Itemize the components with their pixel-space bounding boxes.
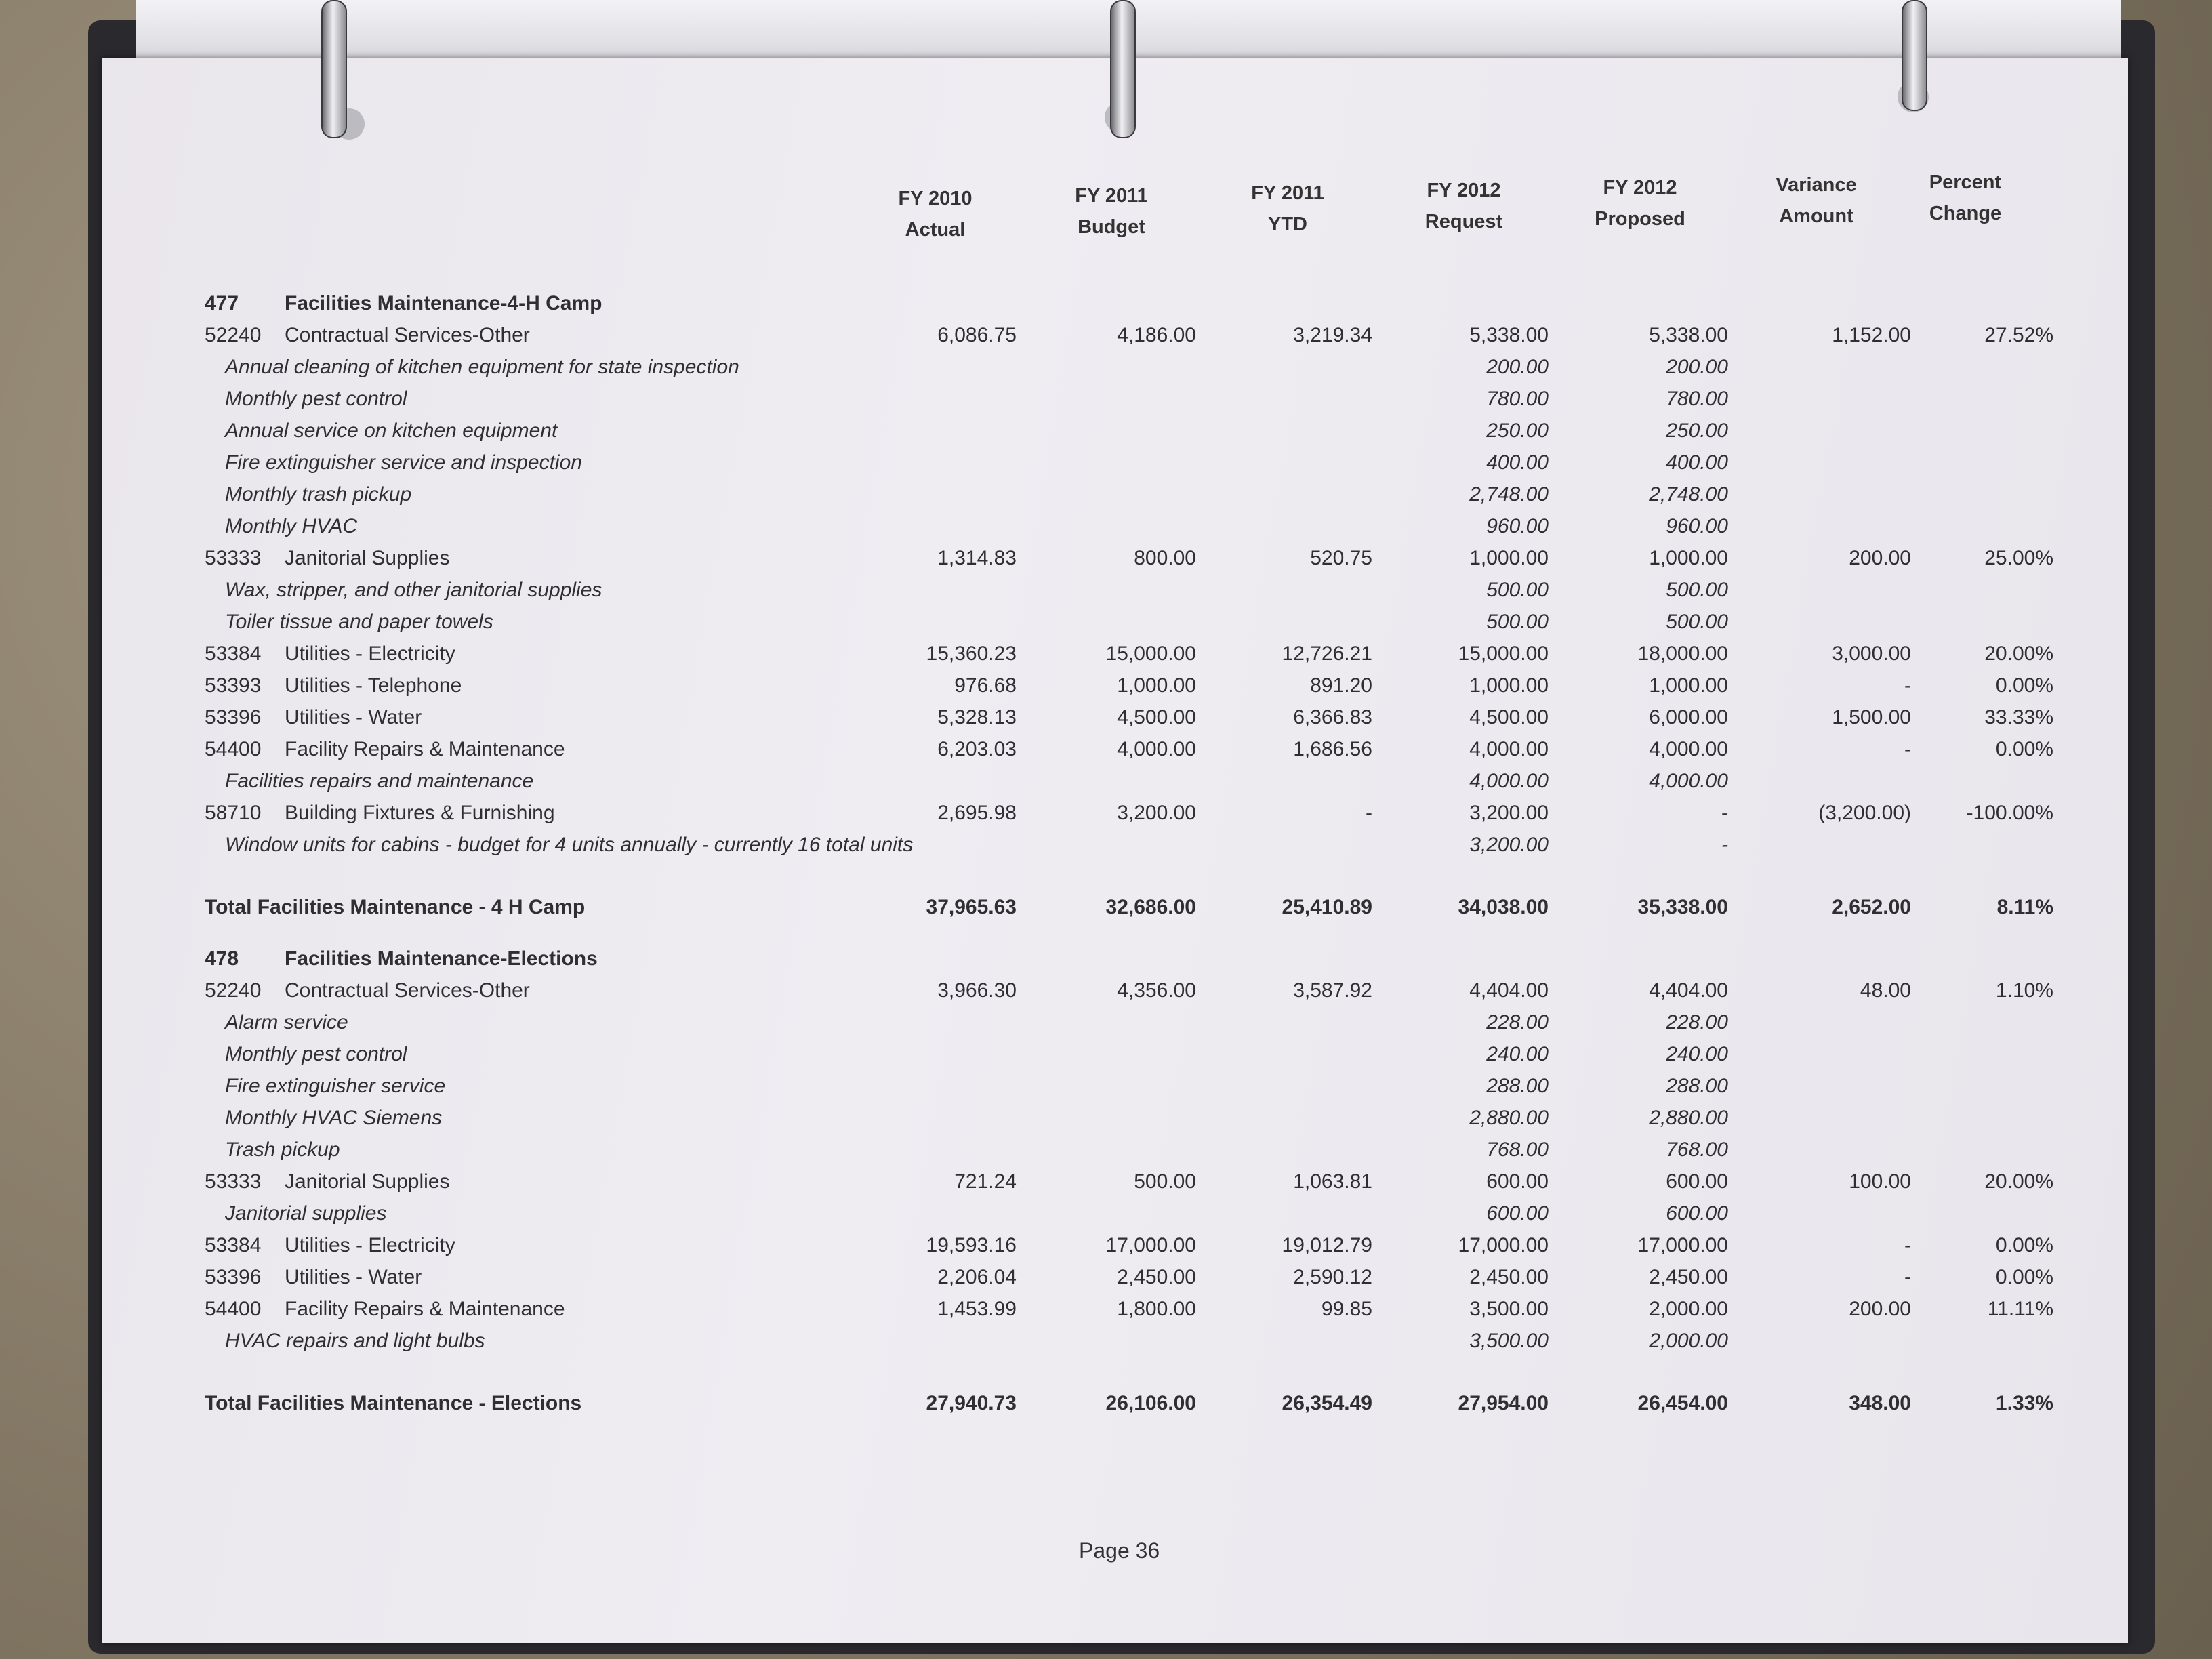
account-code: 53384 bbox=[205, 1234, 262, 1256]
cell-value: 3,587.92 bbox=[1293, 979, 1372, 1002]
detail-row bbox=[102, 447, 2128, 478]
total-row bbox=[102, 1388, 2128, 1419]
row-label bbox=[225, 607, 493, 638]
cell-value: 2,748.00 bbox=[1649, 483, 1728, 506]
row-label-text: Monthly trash pickup bbox=[225, 483, 412, 506]
cell-value: 288.00 bbox=[1666, 1075, 1728, 1097]
detail-row bbox=[102, 352, 2128, 383]
cell-value: 4,404.00 bbox=[1649, 979, 1728, 1002]
cell-value: 3,200.00 bbox=[1469, 802, 1549, 824]
cell-value: 4,000.00 bbox=[1469, 770, 1549, 792]
cell-value: 1.10% bbox=[1995, 979, 2053, 1002]
cell-value: 4,186.00 bbox=[1117, 324, 1196, 346]
cell-value: 15,000.00 bbox=[1105, 642, 1196, 665]
cell-value: 228.00 bbox=[1666, 1011, 1728, 1033]
detail-row bbox=[102, 1134, 2128, 1166]
account-row bbox=[102, 670, 2128, 701]
row-label bbox=[205, 670, 462, 701]
cell-value: 1.33% bbox=[1995, 1392, 2053, 1414]
row-label bbox=[205, 1166, 449, 1197]
department-row bbox=[102, 943, 2128, 975]
cell-value: - bbox=[1721, 802, 1728, 824]
cell-value: 8.11% bbox=[1996, 896, 2053, 918]
cell-value: 600.00 bbox=[1486, 1202, 1549, 1225]
cell-value: 1,800.00 bbox=[1117, 1298, 1196, 1320]
cell-value: 2,000.00 bbox=[1649, 1330, 1728, 1352]
row-label-text: Wax, stripper, and other janitorial supplies bbox=[225, 579, 602, 601]
account-code: 52240 bbox=[205, 979, 262, 1002]
cell-value: 0.00% bbox=[1995, 674, 2053, 697]
cell-value: 3,500.00 bbox=[1469, 1330, 1549, 1352]
total-row bbox=[102, 892, 2128, 923]
row-label bbox=[225, 1103, 442, 1134]
cell-value: 3,000.00 bbox=[1832, 642, 1911, 665]
row-label-text: Building Fixtures & Furnishing bbox=[285, 802, 555, 824]
cell-value: 4,000.00 bbox=[1649, 770, 1728, 792]
detail-row bbox=[102, 1039, 2128, 1070]
cell-value: 288.00 bbox=[1486, 1075, 1549, 1097]
row-label bbox=[225, 830, 913, 861]
cell-value: 17,000.00 bbox=[1105, 1234, 1196, 1256]
row-label-text: Fire extinguisher service bbox=[225, 1075, 446, 1097]
row-label bbox=[205, 543, 449, 574]
row-label bbox=[225, 575, 602, 606]
cell-value: 1,453.99 bbox=[937, 1298, 1017, 1320]
cell-value: 1,152.00 bbox=[1832, 324, 1911, 346]
cell-value: 1,000.00 bbox=[1469, 674, 1549, 697]
cell-value: 26,106.00 bbox=[1105, 1392, 1196, 1414]
cell-value: 200.00 bbox=[1666, 356, 1728, 378]
row-label-text: Contractual Services-Other bbox=[285, 979, 530, 1002]
cell-value: (3,200.00) bbox=[1818, 802, 1911, 824]
department-row bbox=[102, 288, 2128, 319]
row-label-text: Utilities - Water bbox=[285, 706, 422, 729]
cell-value: 721.24 bbox=[954, 1170, 1017, 1193]
column-header bbox=[1559, 172, 1721, 234]
cell-value: -100.00% bbox=[1966, 802, 2053, 824]
column-header-line1: Variance bbox=[1776, 174, 1857, 196]
detail-row bbox=[102, 1007, 2128, 1038]
cell-value: 600.00 bbox=[1666, 1170, 1728, 1193]
cell-value: 4,500.00 bbox=[1469, 706, 1549, 729]
row-label-text: Contractual Services-Other bbox=[285, 324, 530, 346]
account-code: 53393 bbox=[205, 674, 262, 697]
cell-value: 17,000.00 bbox=[1458, 1234, 1549, 1256]
row-label-text: Utilities - Water bbox=[285, 1266, 422, 1288]
cell-value: 600.00 bbox=[1486, 1170, 1549, 1193]
row-label bbox=[225, 447, 582, 478]
cell-value: 780.00 bbox=[1666, 388, 1728, 410]
cell-value: 19,593.16 bbox=[926, 1234, 1017, 1256]
cell-value: - bbox=[1721, 834, 1728, 856]
row-label-text: Monthly HVAC bbox=[225, 515, 358, 537]
cell-value: 4,000.00 bbox=[1117, 738, 1196, 760]
account-code: 477 bbox=[205, 292, 239, 314]
cell-value: 348.00 bbox=[1849, 1392, 1911, 1414]
detail-row bbox=[102, 1103, 2128, 1134]
cell-value: 2,590.12 bbox=[1293, 1266, 1372, 1288]
cell-value: 240.00 bbox=[1666, 1043, 1728, 1065]
cell-value: 1,000.00 bbox=[1117, 674, 1196, 697]
row-label-text: Annual service on kitchen equipment bbox=[225, 419, 558, 442]
cell-value: 2,695.98 bbox=[937, 802, 1017, 824]
row-label bbox=[205, 702, 422, 733]
row-label bbox=[225, 384, 407, 415]
row-label bbox=[205, 1294, 565, 1325]
column-header-line2: YTD bbox=[1268, 213, 1307, 235]
cell-value: 5,328.13 bbox=[937, 706, 1017, 729]
row-label bbox=[205, 638, 455, 670]
cell-value: 800.00 bbox=[1134, 547, 1196, 569]
cell-value: 5,338.00 bbox=[1649, 324, 1728, 346]
cell-value: 6,000.00 bbox=[1649, 706, 1728, 729]
detail-row bbox=[102, 1071, 2128, 1102]
row-label bbox=[205, 1388, 581, 1419]
cell-value: 25.00% bbox=[1984, 547, 2053, 569]
row-label bbox=[205, 892, 585, 923]
account-row bbox=[102, 1294, 2128, 1325]
cell-value: 17,000.00 bbox=[1637, 1234, 1728, 1256]
cell-value: 0.00% bbox=[1995, 1234, 2053, 1256]
cell-value: 18,000.00 bbox=[1637, 642, 1728, 665]
row-label bbox=[205, 734, 565, 765]
cell-value: 27,940.73 bbox=[926, 1392, 1017, 1414]
row-label bbox=[225, 1039, 407, 1070]
account-row bbox=[102, 543, 2128, 574]
budget-table bbox=[102, 58, 2128, 1643]
cell-value: 4,356.00 bbox=[1117, 979, 1196, 1002]
row-label-text: Facility Repairs & Maintenance bbox=[285, 1298, 565, 1320]
cell-value: 19,012.79 bbox=[1282, 1234, 1372, 1256]
detail-row bbox=[102, 1198, 2128, 1229]
cell-value: 1,000.00 bbox=[1649, 547, 1728, 569]
cell-value: 960.00 bbox=[1666, 515, 1728, 537]
cell-value: 891.20 bbox=[1310, 674, 1372, 697]
cell-value: 400.00 bbox=[1666, 451, 1728, 474]
column-header-line1: FY 2012 bbox=[1427, 180, 1501, 201]
detail-row bbox=[102, 415, 2128, 447]
row-label bbox=[225, 352, 739, 383]
column-header-line2: Budget bbox=[1078, 216, 1145, 238]
account-code: 53396 bbox=[205, 1266, 262, 1288]
column-header-line1: FY 2012 bbox=[1603, 177, 1677, 199]
row-label bbox=[225, 1326, 485, 1357]
cell-value: 520.75 bbox=[1310, 547, 1372, 569]
page-number: Page 36 bbox=[1079, 1538, 1160, 1563]
cell-value: 2,748.00 bbox=[1469, 483, 1549, 506]
row-label-text: Annual cleaning of kitchen equipment for state inspection bbox=[225, 356, 739, 378]
cell-value: 4,500.00 bbox=[1117, 706, 1196, 729]
account-code: 54400 bbox=[205, 738, 262, 760]
cell-value: 15,360.23 bbox=[926, 642, 1017, 665]
cell-value: 25,410.89 bbox=[1282, 896, 1372, 918]
row-label-text: Facilities repairs and maintenance bbox=[225, 770, 534, 792]
cell-value: 0.00% bbox=[1995, 1266, 2053, 1288]
detail-row bbox=[102, 766, 2128, 797]
row-label-text: Janitorial Supplies bbox=[285, 547, 450, 569]
row-label-text: Janitorial supplies bbox=[225, 1202, 387, 1225]
row-label-text: Window units for cabins - budget for 4 units annually - currently 16 total units bbox=[225, 834, 914, 856]
cell-value: 780.00 bbox=[1486, 388, 1549, 410]
row-label-text: Facilities Maintenance-4-H Camp bbox=[285, 292, 602, 314]
cell-value: 500.00 bbox=[1486, 611, 1549, 633]
account-row bbox=[102, 1230, 2128, 1261]
column-header-line2: Change bbox=[1929, 203, 2002, 224]
cell-value: 34,038.00 bbox=[1458, 896, 1549, 918]
cell-value: 12,726.21 bbox=[1282, 642, 1372, 665]
account-row bbox=[102, 1262, 2128, 1293]
row-label-text: Total Facilities Maintenance - 4 H Camp bbox=[205, 896, 586, 918]
row-label bbox=[225, 1071, 445, 1102]
cell-value: 768.00 bbox=[1666, 1139, 1728, 1161]
cell-value: 4,000.00 bbox=[1649, 738, 1728, 760]
row-label-text: Utilities - Electricity bbox=[285, 1234, 455, 1256]
cell-value: 32,686.00 bbox=[1105, 896, 1196, 918]
account-row bbox=[102, 734, 2128, 765]
column-header bbox=[1030, 180, 1193, 243]
cell-value: 5,338.00 bbox=[1469, 324, 1549, 346]
row-label bbox=[205, 943, 598, 975]
column-header-line2: Actual bbox=[905, 219, 966, 241]
row-label bbox=[225, 1134, 340, 1166]
cell-value: 2,450.00 bbox=[1117, 1266, 1196, 1288]
column-header-line2: Amount bbox=[1779, 205, 1853, 227]
cell-value: 2,880.00 bbox=[1469, 1107, 1549, 1129]
cell-value: 2,450.00 bbox=[1469, 1266, 1549, 1288]
detail-row bbox=[102, 1326, 2128, 1357]
row-label-text: Utilities - Electricity bbox=[285, 642, 455, 665]
account-code: 53333 bbox=[205, 1170, 262, 1193]
row-label-text: Monthly HVAC Siemens bbox=[225, 1107, 443, 1129]
account-code: 53384 bbox=[205, 642, 262, 665]
column-header bbox=[854, 183, 1017, 245]
account-row bbox=[102, 1166, 2128, 1197]
cell-value: 20.00% bbox=[1984, 1170, 2053, 1193]
cell-value: 250.00 bbox=[1486, 419, 1549, 442]
account-code: 54400 bbox=[205, 1298, 262, 1320]
row-label-text: Monthly pest control bbox=[225, 388, 407, 410]
cell-value: 1,686.56 bbox=[1293, 738, 1372, 760]
row-label-text: HVAC repairs and light bulbs bbox=[225, 1330, 485, 1352]
cell-value: 200.00 bbox=[1849, 547, 1911, 569]
row-label bbox=[225, 1198, 386, 1229]
cell-value: 3,219.34 bbox=[1293, 324, 1372, 346]
column-header-line1: FY 2011 bbox=[1251, 182, 1324, 204]
cell-value: - bbox=[1904, 738, 1911, 760]
column-header bbox=[1206, 178, 1369, 240]
row-label bbox=[225, 415, 557, 447]
account-code: 58710 bbox=[205, 802, 262, 824]
cell-value: 6,366.83 bbox=[1293, 706, 1372, 729]
detail-row bbox=[102, 830, 2128, 861]
cell-value: 500.00 bbox=[1486, 579, 1549, 601]
cell-value: 1,000.00 bbox=[1649, 674, 1728, 697]
account-code: 53396 bbox=[205, 706, 262, 729]
cell-value: 3,200.00 bbox=[1469, 834, 1549, 856]
row-label bbox=[225, 479, 411, 510]
cell-value: 1,314.83 bbox=[937, 547, 1017, 569]
cell-value: 500.00 bbox=[1134, 1170, 1196, 1193]
cell-value: 3,966.30 bbox=[937, 979, 1017, 1002]
cell-value: 15,000.00 bbox=[1458, 642, 1549, 665]
row-label bbox=[205, 1262, 422, 1293]
cell-value: 400.00 bbox=[1486, 451, 1549, 474]
row-label-text: Janitorial Supplies bbox=[285, 1170, 450, 1193]
cell-value: 26,354.49 bbox=[1282, 1392, 1372, 1414]
cell-value: 20.00% bbox=[1984, 642, 2053, 665]
detail-row bbox=[102, 607, 2128, 638]
row-label-text: Toiler tissue and paper towels bbox=[225, 611, 493, 633]
cell-value: 500.00 bbox=[1666, 579, 1728, 601]
row-label-text: Total Facilities Maintenance - Elections bbox=[205, 1392, 582, 1414]
detail-row bbox=[102, 384, 2128, 415]
cell-value: - bbox=[1366, 802, 1372, 824]
row-label-text: Utilities - Telephone bbox=[285, 674, 462, 697]
cell-value: 35,338.00 bbox=[1637, 896, 1728, 918]
cell-value: 500.00 bbox=[1666, 611, 1728, 633]
row-label bbox=[205, 975, 530, 1006]
row-label bbox=[205, 1230, 455, 1261]
row-label bbox=[225, 1007, 348, 1038]
cell-value: 2,206.04 bbox=[937, 1266, 1017, 1288]
cell-value: 6,203.03 bbox=[937, 738, 1017, 760]
account-row bbox=[102, 320, 2128, 351]
cell-value: 2,000.00 bbox=[1649, 1298, 1728, 1320]
cell-value: 2,652.00 bbox=[1832, 896, 1911, 918]
column-header-line1: FY 2010 bbox=[898, 188, 972, 209]
row-label bbox=[225, 511, 357, 542]
cell-value: 240.00 bbox=[1486, 1043, 1549, 1065]
cell-value: 3,200.00 bbox=[1117, 802, 1196, 824]
column-header-line2: Proposed bbox=[1595, 208, 1685, 230]
account-row bbox=[102, 798, 2128, 829]
row-label bbox=[205, 288, 602, 319]
detail-row bbox=[102, 575, 2128, 606]
account-code: 52240 bbox=[205, 324, 262, 346]
cell-value: 99.85 bbox=[1321, 1298, 1372, 1320]
cell-value: 600.00 bbox=[1666, 1202, 1728, 1225]
cell-value: 1,063.81 bbox=[1293, 1170, 1372, 1193]
cell-value: 1,000.00 bbox=[1469, 547, 1549, 569]
column-header bbox=[1735, 169, 1898, 232]
column-header bbox=[1884, 167, 2047, 229]
cell-value: 976.68 bbox=[954, 674, 1017, 697]
cell-value: - bbox=[1904, 1266, 1911, 1288]
account-row bbox=[102, 702, 2128, 733]
cell-value: 4,000.00 bbox=[1469, 738, 1549, 760]
row-label bbox=[225, 766, 533, 797]
cell-value: 200.00 bbox=[1486, 356, 1549, 378]
cell-value: 768.00 bbox=[1486, 1139, 1549, 1161]
account-code: 478 bbox=[205, 947, 239, 970]
cell-value: 200.00 bbox=[1849, 1298, 1911, 1320]
cell-value: 3,500.00 bbox=[1469, 1298, 1549, 1320]
cell-value: 48.00 bbox=[1860, 979, 1911, 1002]
cell-value: 2,880.00 bbox=[1649, 1107, 1728, 1129]
cell-value: 0.00% bbox=[1995, 738, 2053, 760]
cell-value: 37,965.63 bbox=[926, 896, 1017, 918]
cell-value: 4,404.00 bbox=[1469, 979, 1549, 1002]
column-header-line2: Request bbox=[1425, 211, 1503, 232]
cell-value: 11.11% bbox=[1987, 1298, 2053, 1320]
detail-row bbox=[102, 511, 2128, 542]
row-label bbox=[205, 798, 555, 829]
detail-row bbox=[102, 479, 2128, 510]
row-label-text: Monthly pest control bbox=[225, 1043, 407, 1065]
row-label-text: Facility Repairs & Maintenance bbox=[285, 738, 565, 760]
cell-value: 1,500.00 bbox=[1832, 706, 1911, 729]
cell-value: - bbox=[1904, 674, 1911, 697]
row-label-text: Facilities Maintenance-Elections bbox=[285, 947, 598, 970]
cell-value: 26,454.00 bbox=[1637, 1392, 1728, 1414]
account-row bbox=[102, 975, 2128, 1006]
cell-value: 960.00 bbox=[1486, 515, 1549, 537]
account-row bbox=[102, 638, 2128, 670]
account-code: 53333 bbox=[205, 547, 262, 569]
cell-value: 27,954.00 bbox=[1458, 1392, 1549, 1414]
cell-value: 250.00 bbox=[1666, 419, 1728, 442]
column-header bbox=[1382, 175, 1545, 237]
cell-value: 2,450.00 bbox=[1649, 1266, 1728, 1288]
cell-value: 6,086.75 bbox=[937, 324, 1017, 346]
cell-value: - bbox=[1904, 1234, 1911, 1256]
column-header-line1: Percent bbox=[1929, 171, 2002, 193]
cell-value: 27.52% bbox=[1984, 324, 2053, 346]
cell-value: 228.00 bbox=[1486, 1011, 1549, 1033]
row-label-text: Alarm service bbox=[225, 1011, 348, 1033]
row-label-text: Fire extinguisher service and inspection bbox=[225, 451, 582, 474]
row-label-text: Trash pickup bbox=[225, 1139, 340, 1161]
row-label bbox=[205, 320, 530, 351]
cell-value: 33.33% bbox=[1984, 706, 2053, 729]
cell-value: 100.00 bbox=[1849, 1170, 1911, 1193]
column-header-line1: FY 2011 bbox=[1075, 185, 1148, 207]
